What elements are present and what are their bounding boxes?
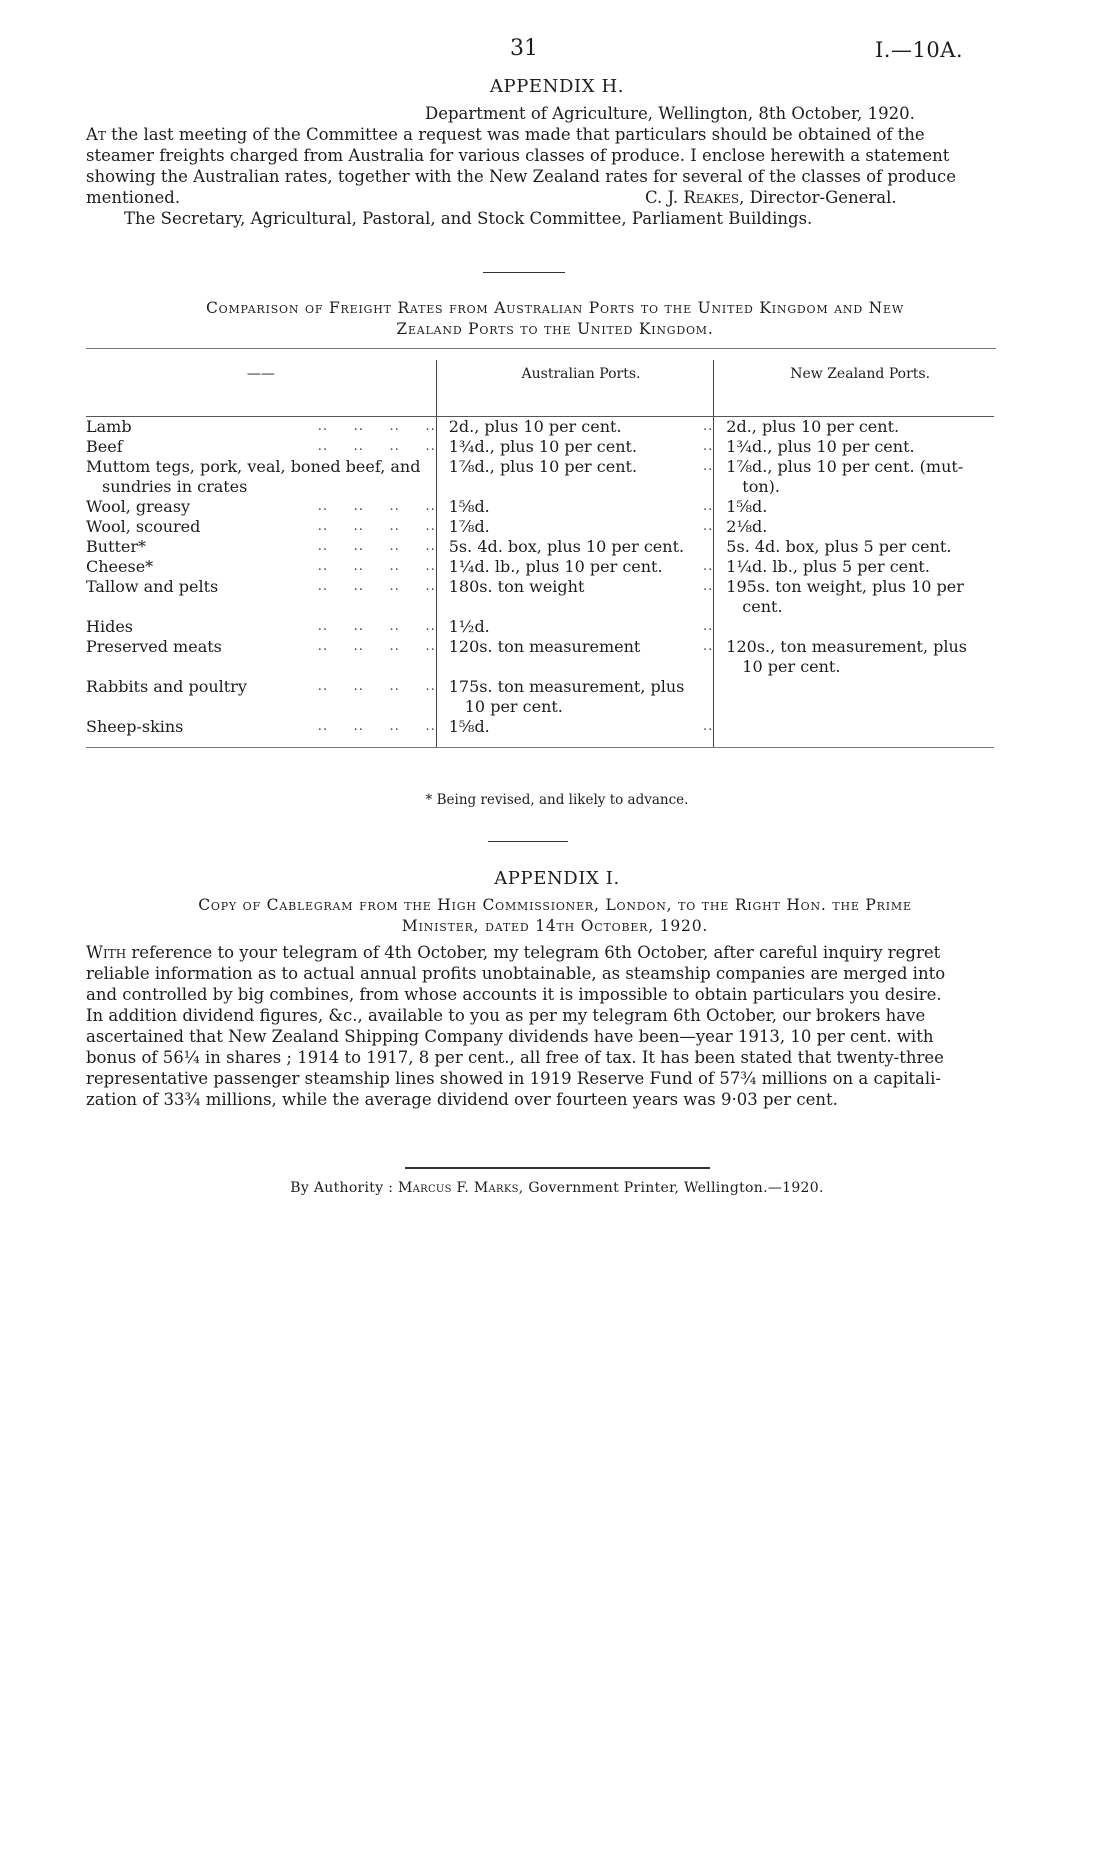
letter-line-1 bbox=[86, 124, 1026, 145]
produce-cell bbox=[86, 417, 436, 438]
nz-rate-cell bbox=[714, 497, 994, 517]
australian-rate: 1½d. bbox=[448, 617, 490, 636]
produce-cell bbox=[86, 617, 436, 637]
nz-rate: 1⅝d. bbox=[726, 497, 768, 516]
cablegram-line-7: representative passenger steamship lines showed in 1919 Reserve Fund of 57¾ millions on a capitali- bbox=[86, 1069, 942, 1088]
leader-dots: .. bbox=[703, 559, 714, 574]
table-row bbox=[86, 617, 994, 637]
table-row bbox=[86, 577, 994, 617]
leader-dots: .. bbox=[703, 499, 714, 514]
australian-rate-cell bbox=[436, 717, 714, 737]
australian-rate: 175s. ton measurement, plus bbox=[448, 677, 685, 696]
nz-rate-cont: ton). bbox=[742, 477, 780, 496]
leader-dots: .. .. .. .. bbox=[317, 499, 436, 514]
produce-name: Lamb bbox=[86, 417, 132, 436]
produce-cell bbox=[86, 437, 436, 457]
nz-rate-cell bbox=[714, 517, 994, 537]
produce-name: Wool, greasy bbox=[86, 497, 191, 516]
table-caption-line-2: Zealand Ports to the United Kingdom. bbox=[396, 320, 714, 338]
nz-rate-cell bbox=[714, 637, 994, 677]
nz-rate-cell bbox=[714, 717, 994, 737]
leader-dots: .. bbox=[703, 419, 714, 434]
produce-name: Butter* bbox=[86, 537, 147, 556]
nz-rate: 120s., ton measurement, plus bbox=[726, 637, 967, 656]
signature-name: C. J. Reakes, bbox=[645, 188, 745, 207]
australian-rate: 5s. 4d. box, plus 10 per cent. bbox=[448, 537, 685, 556]
nz-rate: 195s. ton weight, plus 10 per bbox=[726, 577, 964, 596]
leader-dots: .. bbox=[703, 439, 714, 454]
australian-rate: 1¾d., plus 10 per cent. bbox=[448, 437, 638, 456]
table-row bbox=[86, 457, 994, 497]
australian-rate-cell bbox=[436, 677, 714, 717]
header-cell-australian: Australian Ports. bbox=[436, 360, 714, 417]
produce-name: Preserved meats bbox=[86, 637, 222, 656]
leader-dots: .. .. .. .. bbox=[317, 439, 436, 454]
leader-dots: .. .. .. .. bbox=[317, 419, 436, 434]
produce-name-cont: sundries in crates bbox=[102, 477, 248, 496]
australian-rate-cell bbox=[436, 617, 714, 637]
nz-rate: 1¼d. lb., plus 5 per cent. bbox=[726, 557, 930, 576]
nz-rate-cell bbox=[714, 617, 994, 637]
nz-rate-cell bbox=[714, 557, 994, 577]
table-row bbox=[86, 517, 994, 537]
letter-last-line: mentioned. bbox=[86, 188, 181, 207]
australian-rate: 1⅞d., plus 10 per cent. bbox=[448, 457, 638, 476]
appendix-h-dateline: Department of Agriculture, Wellington, 8th October, 1920. bbox=[425, 104, 915, 123]
nz-rate-cell bbox=[714, 437, 994, 457]
leader-dots: .. .. .. .. bbox=[317, 579, 436, 594]
leader-dots: .. .. .. .. bbox=[317, 679, 436, 694]
australian-rate: 120s. ton measurement bbox=[448, 637, 641, 656]
leader-dots: .. .. .. .. bbox=[317, 719, 436, 734]
australian-rate-cell bbox=[436, 437, 714, 457]
leader-dots: .. bbox=[703, 639, 714, 654]
australian-rate: 1⅝d. bbox=[448, 717, 490, 736]
cablegram-first-word: With bbox=[86, 943, 127, 962]
produce-cell bbox=[86, 557, 436, 577]
table-row bbox=[86, 537, 994, 557]
nz-rate-cell bbox=[714, 677, 994, 717]
produce-cell bbox=[86, 517, 436, 537]
authority-prefix: By Authority : bbox=[290, 1180, 394, 1196]
cablegram-line-8: zation of 33¾ millions, while the average dividend over fourteen years was 9·03 per cent. bbox=[86, 1090, 838, 1109]
printer-name: Marcus F. Marks, bbox=[397, 1180, 524, 1196]
produce-name: Beef bbox=[86, 437, 123, 456]
produce-cell bbox=[86, 457, 436, 497]
leader-dots: .. .. .. .. bbox=[317, 639, 436, 654]
table-row bbox=[86, 417, 994, 438]
leader-dots: .. bbox=[703, 719, 714, 734]
australian-rate-cell bbox=[436, 577, 714, 617]
produce-cell bbox=[86, 497, 436, 517]
leader-dots: .. bbox=[703, 579, 714, 594]
australian-rate-cell bbox=[436, 557, 714, 577]
produce-name: Cheese* bbox=[86, 557, 154, 576]
letter-first-word: At bbox=[86, 125, 106, 144]
letter-line-text: the last meeting of the Committee a request was made that particulars should be obtained of the bbox=[111, 125, 925, 144]
header-cell-blank: —— bbox=[86, 360, 436, 417]
signature-title: Director-General. bbox=[749, 188, 897, 207]
nz-rate-cont: 10 per cent. bbox=[742, 657, 841, 676]
produce-name: Hides bbox=[86, 617, 133, 636]
leader-dots: .. bbox=[703, 619, 714, 634]
produce-name: Sheep-skins bbox=[86, 717, 184, 736]
divider bbox=[483, 272, 565, 273]
appendix-i-subtitle-line-2: Minister, dated 14th October, 1920. bbox=[401, 917, 709, 935]
produce-cell bbox=[86, 577, 436, 617]
leader-dots: .. .. .. .. bbox=[317, 539, 436, 554]
printer-details: Government Printer, Wellington.—1920. bbox=[528, 1180, 824, 1196]
document-reference: I.—10A. bbox=[875, 38, 964, 62]
freight-rates-table bbox=[86, 360, 994, 748]
cablegram-line-6: bonus of 56¼ in shares ; 1914 to 1917, 8 per cent., all free of tax. It has been stated that twenty-three bbox=[86, 1048, 944, 1067]
table-row bbox=[86, 497, 994, 517]
cablegram-line-text: reference to your telegram of 4th October, my telegram 6th October, after careful inquiry regret bbox=[131, 943, 941, 962]
appendix-i-subtitle-line-1: Copy of Cablegram from the High Commissioner, London, to the Right Hon. the Prime bbox=[198, 896, 912, 914]
australian-rate-cell bbox=[436, 417, 714, 438]
australian-rate: 1⅞d. bbox=[448, 517, 490, 536]
leader-dots: .. .. .. .. bbox=[317, 559, 436, 574]
table-row bbox=[86, 677, 994, 717]
produce-name: Rabbits and poultry bbox=[86, 677, 247, 696]
nz-rate: 2⅛d. bbox=[726, 517, 768, 536]
produce-cell bbox=[86, 717, 436, 737]
leader-dots: .. bbox=[703, 519, 714, 534]
produce-cell bbox=[86, 537, 436, 557]
leader-dots: .. bbox=[703, 459, 714, 474]
table-footnote: * Being revised, and likely to advance. bbox=[425, 792, 689, 808]
nz-rate: 1¾d., plus 10 per cent. bbox=[726, 437, 915, 456]
produce-name: Muttom tegs, pork, veal, boned beef, and bbox=[86, 457, 421, 476]
nz-rate-cell bbox=[714, 577, 994, 617]
table-top-rule bbox=[86, 348, 996, 349]
nz-rate-cell bbox=[714, 457, 994, 497]
produce-cell bbox=[86, 677, 436, 717]
addressee: The Secretary, Agricultural, Pastoral, and Stock Committee, Parliament Buildings. bbox=[124, 209, 813, 228]
letter-line-2: steamer freights charged from Australia for various classes of produce. I enclose herewith a statement bbox=[86, 146, 950, 165]
divider bbox=[488, 841, 568, 842]
cablegram-line-3: and controlled by big combines, from whose accounts it is impossible to obtain particulars you desire. bbox=[86, 985, 942, 1004]
nz-rate-cell bbox=[714, 417, 994, 438]
table-header-row bbox=[86, 360, 994, 417]
table-bottom-rule-row bbox=[86, 737, 994, 748]
australian-rate: 1¼d. lb., plus 10 per cent. bbox=[448, 557, 663, 576]
signature bbox=[645, 187, 1025, 208]
cablegram-line-2: reliable information as to actual annual profits unobtainable, as steamship companies are merged into bbox=[86, 964, 946, 983]
australian-rate-cell bbox=[436, 637, 714, 677]
table-row bbox=[86, 637, 994, 677]
page-number: 31 bbox=[510, 36, 538, 61]
australian-rate-cell bbox=[436, 457, 714, 497]
printer-authority bbox=[0, 1180, 1114, 1196]
australian-rate-cell bbox=[436, 517, 714, 537]
table-row bbox=[86, 437, 994, 457]
australian-rate: 180s. ton weight bbox=[448, 577, 585, 596]
nz-rate: 1⅞d., plus 10 per cent. (mut- bbox=[726, 457, 964, 476]
produce-name: Wool, scoured bbox=[86, 517, 201, 536]
nz-rate: 2d., plus 10 per cent. bbox=[726, 417, 900, 436]
australian-rate-cell bbox=[436, 537, 714, 557]
australian-rate: 2d., plus 10 per cent. bbox=[448, 417, 622, 436]
produce-name: Tallow and pelts bbox=[86, 577, 219, 596]
table-row bbox=[86, 557, 994, 577]
cablegram-line-1 bbox=[86, 942, 1026, 963]
australian-rate: 1⅝d. bbox=[448, 497, 490, 516]
produce-cell bbox=[86, 637, 436, 677]
nz-rate: 5s. 4d. box, plus 5 per cent. bbox=[726, 537, 952, 556]
leader-dots: .. .. .. .. bbox=[317, 619, 436, 634]
australian-rate-cont: 10 per cent. bbox=[464, 697, 563, 716]
footer-rule bbox=[405, 1167, 710, 1169]
cablegram-line-5: ascertained that New Zealand Shipping Company dividends have been—year 1913, 10 per cent. with bbox=[86, 1027, 934, 1046]
australian-rate-cell bbox=[436, 497, 714, 517]
leader-dots: .. .. .. .. bbox=[317, 519, 436, 534]
appendix-h-title: APPENDIX H. bbox=[489, 76, 625, 97]
table-caption-line-1: Comparison of Freight Rates from Australian Ports to the United Kingdom and New bbox=[206, 299, 904, 317]
appendix-i-title: APPENDIX I. bbox=[494, 868, 620, 889]
cablegram-line-4: In addition dividend figures, &c., available to you as per my telegram 6th October, our brokers have bbox=[86, 1006, 926, 1025]
nz-rate-cell bbox=[714, 537, 994, 557]
nz-rate-cont: cent. bbox=[742, 597, 783, 616]
header-cell-new-zealand: New Zealand Ports. bbox=[714, 360, 994, 417]
table-row bbox=[86, 717, 994, 737]
letter-line-3: showing the Australian rates, together with the New Zealand rates for several of the classes of produce bbox=[86, 167, 956, 186]
